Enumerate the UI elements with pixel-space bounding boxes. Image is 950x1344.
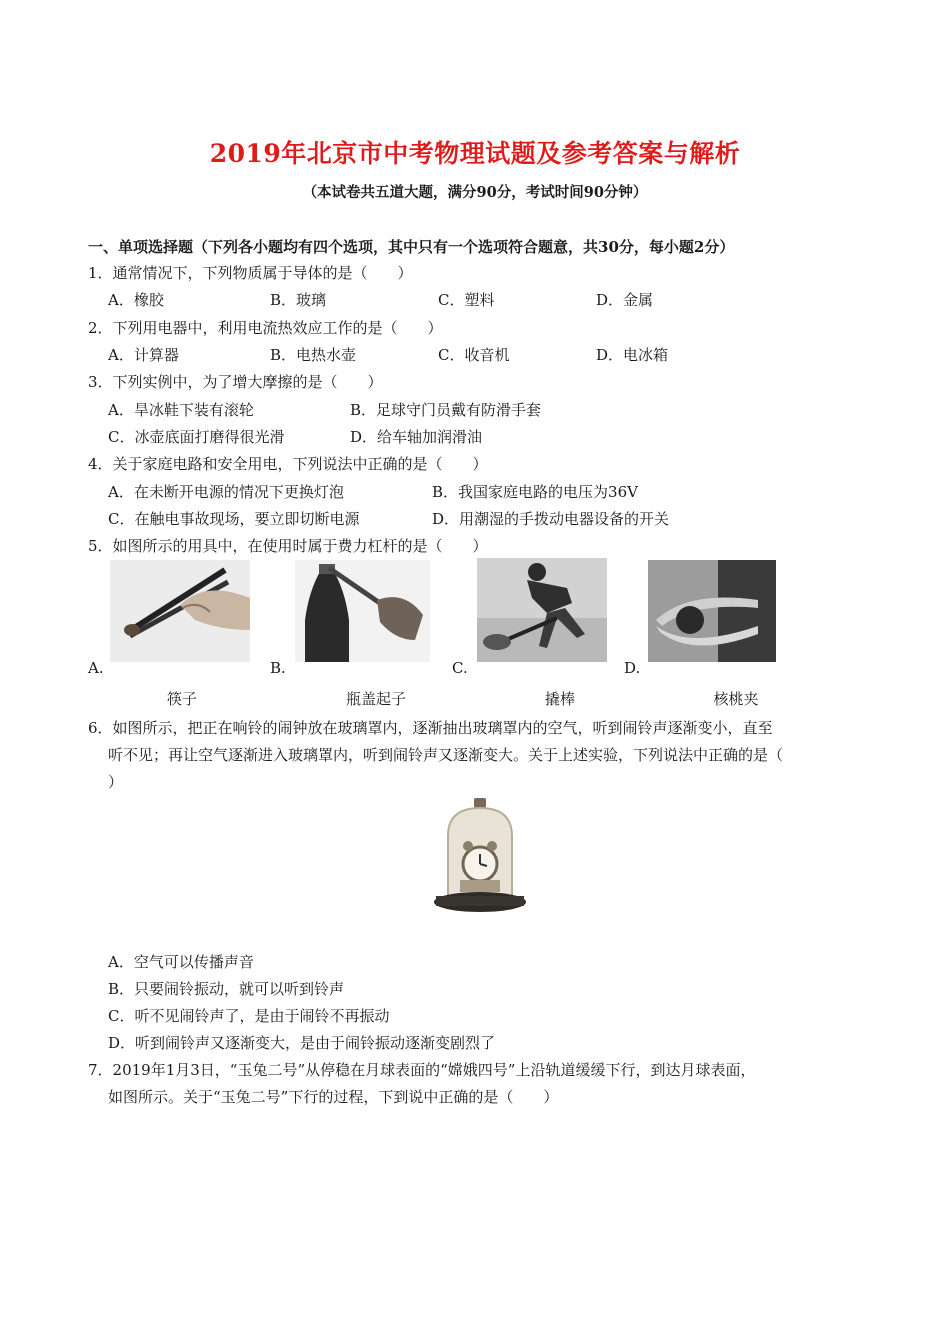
question-3-option-a: A．旱冰鞋下装有滚轮 — [108, 401, 254, 419]
bottle-opener-photo — [295, 560, 430, 662]
page-title: 2019年北京市中考物理试题及参考答案与解析 — [209, 139, 741, 168]
question-6-stem-line-2: 听不见；再让空气逐渐进入玻璃罩内，听到闹铃声又逐渐变大。关于上述实验，下列说法中正确的是（ — [108, 746, 784, 764]
question-2-option-c: C．收音机 — [438, 346, 510, 364]
question-5-caption-b: 瓶盖起子 — [345, 690, 406, 708]
question-4-option-d: D．用潮湿的手拨动电器设备的开关 — [432, 510, 670, 528]
question-5-option-d-label: D. — [624, 659, 641, 677]
question-4-option-a: A．在未断开电源的情况下更换灯泡 — [108, 483, 344, 501]
bell-jar-photo — [430, 796, 530, 924]
question-2-option-b: B．电热水壶 — [270, 346, 357, 364]
question-7-stem-line-1: 7．2019年1月3日，“玉兔二号”从停稳在月球表面的“嫦娥四号”上沿轨道缓缓下行，到达月球表面， — [88, 1061, 756, 1079]
question-5-caption-c: 撬棒 — [544, 690, 575, 708]
question-1-option-a: A．橡胶 — [108, 291, 164, 309]
question-1-option-b: B．玻璃 — [270, 291, 327, 309]
question-5-option-a-label: A. — [88, 659, 104, 677]
question-2-option-d: D．电冰箱 — [596, 346, 669, 364]
question-3-stem: 3．下列实例中，为了增大摩擦的是（ ） — [88, 373, 383, 391]
question-5-caption-d: 核桃夹 — [713, 690, 759, 708]
chopsticks-photo — [110, 560, 250, 662]
section-heading: 一、单项选择题（下列各小题均有四个选项，其中只有一个选项符合题意，共30分，每小题2分） — [88, 238, 735, 256]
question-3-option-d: D．给车轴加润滑油 — [350, 428, 483, 446]
question-2-option-a: A．计算器 — [108, 346, 179, 364]
question-6-option-d: D．听到闹铃声又逐渐变大，是由于闹铃振动逐渐变剧烈了 — [108, 1034, 496, 1052]
question-2-stem: 2．下列用电器中，利用电流热效应工作的是（ ） — [88, 319, 443, 337]
question-5-option-c-label: C. — [452, 659, 468, 677]
question-7-stem-line-2: 如图所示。关于“玉兔二号”下行的过程，下到说中正确的是（ ） — [108, 1088, 559, 1106]
question-4-option-c: C．在触电事故现场，要立即切断电源 — [108, 510, 360, 528]
question-1-stem: 1．通常情况下，下列物质属于导体的是（ ） — [88, 264, 413, 282]
question-6-option-c: C．听不见闹铃声了，是由于闹铃不再振动 — [108, 1007, 390, 1025]
question-3-option-c: C．冰壶底面打磨得很光滑 — [108, 428, 285, 446]
question-6-option-a: A．空气可以传播声音 — [108, 953, 254, 971]
question-1-option-c: C．塑料 — [438, 291, 495, 309]
question-6-option-b: B．只要闹铃振动，就可以听到铃声 — [108, 980, 345, 998]
crowbar-photo — [477, 558, 607, 662]
question-6-stem-line-1: 6．如图所示，把正在响铃的闹钟放在玻璃罩内，逐渐抽出玻璃罩内的空气，听到闹铃声逐渐变小，直至 — [88, 719, 773, 737]
question-3-option-b: B．足球守门员戴有防滑手套 — [350, 401, 542, 419]
question-6-stem-line-3: ） — [108, 773, 124, 791]
question-1-option-d: D．金属 — [596, 291, 654, 309]
question-5-stem: 5．如图所示的用具中，在使用时属于费力杠杆的是（ ） — [88, 537, 488, 555]
question-4-option-b: B．我国家庭电路的电压为36V — [432, 483, 638, 501]
question-5-option-b-label: B. — [270, 659, 286, 677]
question-4-stem: 4．关于家庭电路和安全用电，下列说法中正确的是（ ） — [88, 455, 488, 473]
exam-info: （本试卷共五道大题，满分90分，考试时间90分钟） — [302, 184, 648, 201]
question-5-caption-a: 筷子 — [166, 690, 197, 708]
nutcracker-photo — [648, 560, 776, 662]
